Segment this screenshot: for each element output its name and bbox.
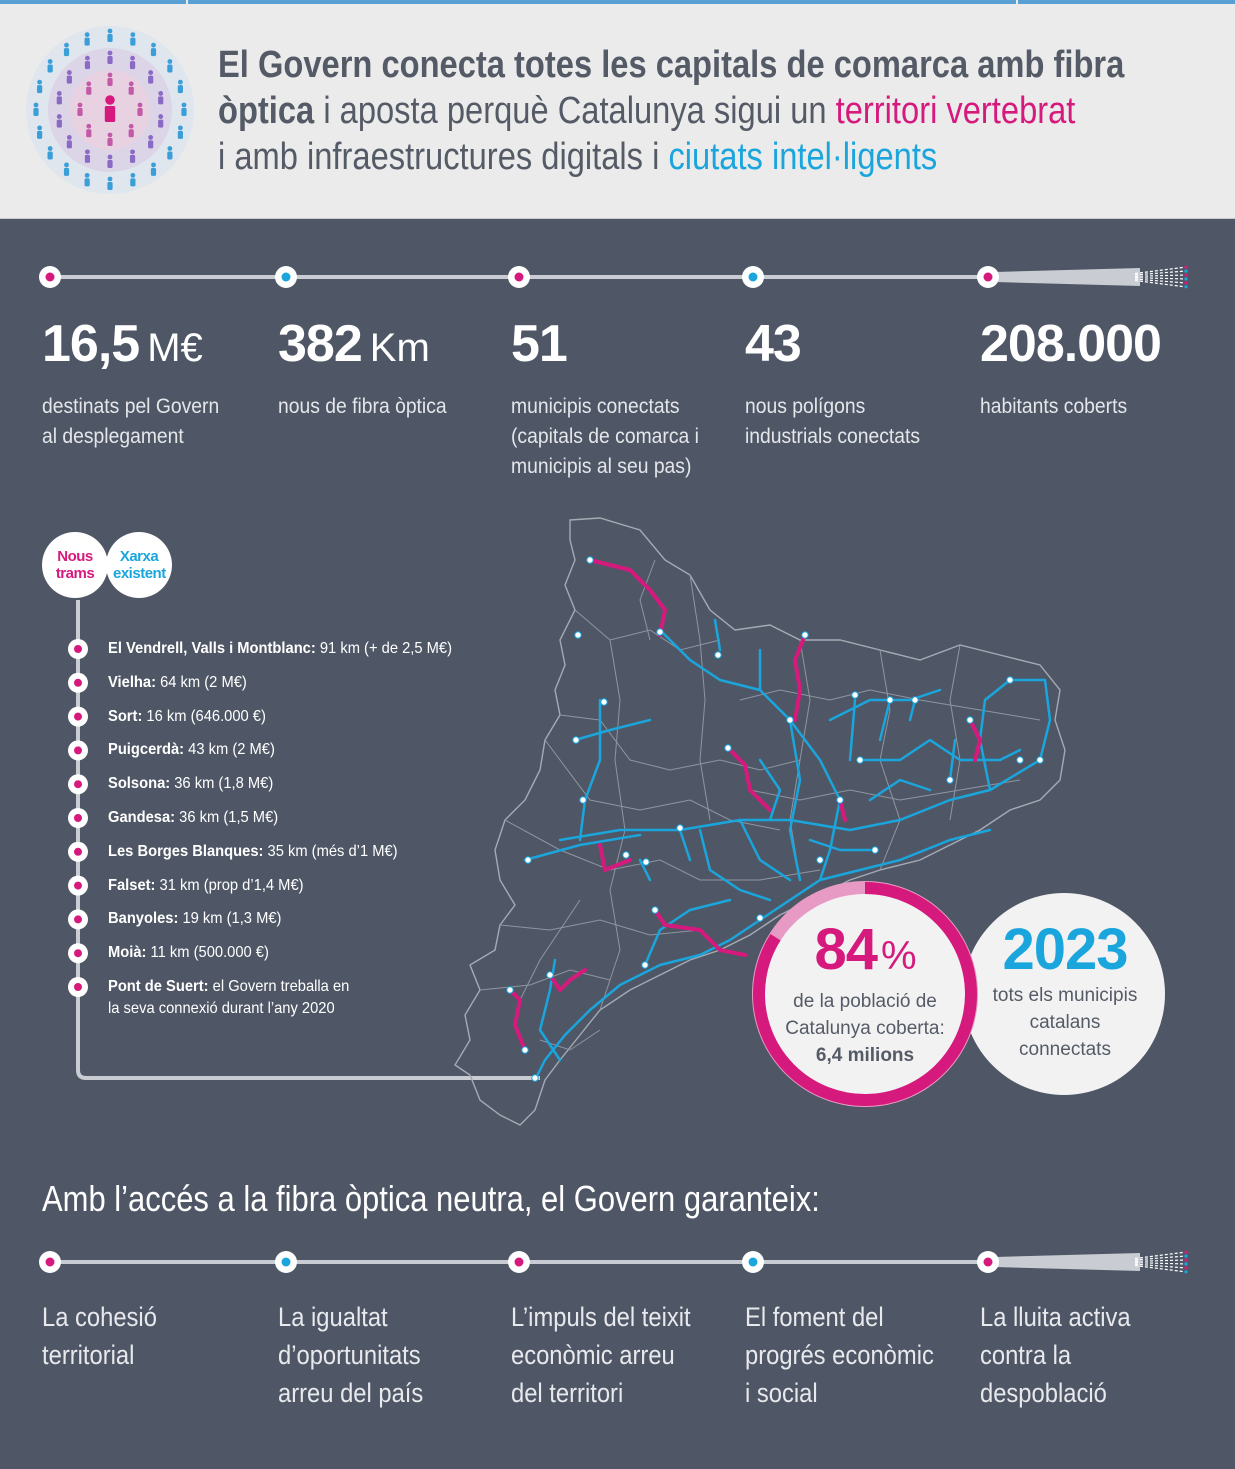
benefit-equality: La igualtat d’oportunitats arreu del país [278, 1302, 424, 1408]
route-name: El Vendrell, Valls i Montblanc: [108, 640, 316, 657]
route-name: Moià: [108, 944, 147, 962]
stat-municipalities-value: 51 [511, 315, 567, 373]
route-detail: 31 km (prop d’1,4 M€) [155, 876, 304, 894]
coverage-value: 84 % [814, 917, 916, 982]
route-name: Puigcerdà: [108, 741, 185, 759]
benefit-progress: El foment del progrés econòmic i social [745, 1302, 934, 1408]
guarantee-title: Amb l’accés a la fibra òptica neutra, el Govern garanteix: [42, 1178, 820, 1219]
year-line-2: catalans [1029, 1012, 1101, 1033]
route-detail-continued: la seva connexió durant l’any 2020 [108, 1000, 335, 1017]
route-name: Pont de Suert: [108, 978, 209, 995]
benefit-cohesion: La cohesió territorial [42, 1302, 157, 1370]
route-detail: 19 km (1,3 M€) [178, 910, 282, 928]
headline-line-3: i amb infraestructures digitals i ciutats intel·ligents [218, 136, 938, 178]
route-detail: 36 km (1,5 M€) [175, 809, 279, 826]
route-detail: 11 km (500.000 €) [146, 944, 269, 962]
route-detail: 64 km (2 M€) [155, 673, 247, 691]
route-name: Solsona: [108, 775, 171, 793]
coverage-line-3: 6,4 milions [815, 1045, 915, 1066]
headline-line-1: El Govern conecta totes les capitals de comarca amb fibra [218, 44, 1125, 86]
route-detail: 43 km (2 M€) [184, 741, 275, 759]
benefit-depopulation: La lluita activa contra la despoblació [980, 1302, 1131, 1408]
coverage-line-2: Catalunya coberta: [785, 1018, 945, 1039]
route-name: Sort: [108, 707, 143, 725]
stat-km-desc: nous de fibra òptica [278, 395, 447, 418]
stat-budget-desc: destinats pel Govern al desplegament [42, 395, 220, 448]
stat-municipalities-desc: municipis conectats (capitals de comarca i municipis al seu pas) [511, 395, 699, 478]
stat-inhabitants-value: 208.000 [980, 315, 1161, 373]
route-name: Les Borges Blanques: [108, 842, 264, 860]
legend-existing-network: Xarxa existent [106, 532, 172, 598]
route-name: Gandesa: [108, 809, 176, 826]
coverage-line-1: de la població de [793, 991, 937, 1012]
route-detail: 36 km (1,8 M€) [170, 775, 274, 793]
stat-industrial-value: 43 [745, 315, 801, 373]
stat-industrial-desc: nous polígons industrials conectats [745, 395, 921, 448]
route-detail: 35 km (més d’1 M€) [263, 842, 398, 860]
route-detail: el Govern treballa en [208, 978, 350, 995]
year-bubble [975, 918, 1155, 1063]
route-detail: 16 km (646.000 €) [142, 707, 266, 725]
route-name: Falset: [108, 876, 156, 894]
headline-line-2: òptica i aposta perquè Catalunya sigui un territori vertebrat [218, 90, 1076, 132]
year-line-1: tots els municipis [992, 985, 1138, 1006]
stat-budget-value: 16,5 M€ [42, 315, 203, 373]
legend-new-routes: Nous trams [42, 532, 108, 598]
year-line-3: connectats [1019, 1039, 1111, 1060]
year-value: 2023 [1002, 917, 1128, 982]
route-name: Vielha: [108, 673, 156, 691]
benefit-economic-fabric: L’impuls del teixit econòmic arreu del territori [511, 1302, 691, 1408]
route-detail: 91 km (+ de 2,5 M€) [315, 640, 452, 657]
stat-km-value: 382 Km [278, 315, 430, 373]
coverage-bubble [770, 918, 960, 1069]
route-name: Banyoles: [108, 910, 179, 928]
stat-inhabitants-desc: habitants coberts [980, 395, 1128, 418]
